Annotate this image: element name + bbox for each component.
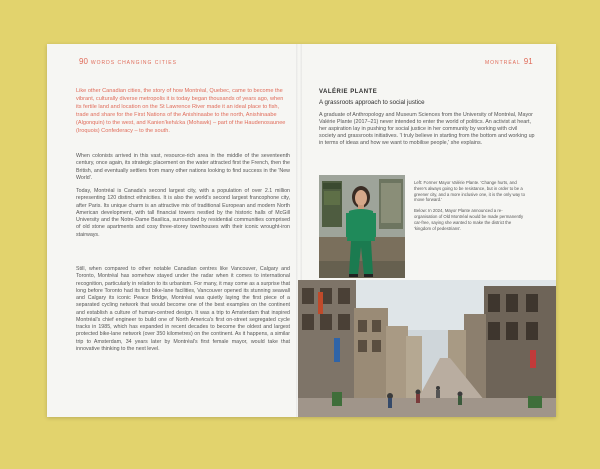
left-running-head: WORDS CHANGING CITIES — [90, 60, 177, 66]
book-spread — [47, 44, 556, 417]
feature-body: A graduate of Anthropology and Museum Sciences from the University of Montréal, Mayor Valérie Plante (2017–21) never intended to enter the world of politics. An activist at heart, her aspiration lay in pushing for social justice in her community by working with civil society and grassroots initiatives. 'I truly believe in starting from the bottom and working up in terms of ideas and how we want to mobilise people,' she explains. — [319, 112, 535, 147]
body-paragraph-3: Still, when compared to other notable Canadian centres like Vancouver, Calgary and Toronto, Montréal has somehow stayed under the radar when it comes to international recognition, particularly in relation to its urbanism. For many, it may come as a surprise that long before Toronto had its first bike-lane facilities, Vancouver opened its stunning seawall and Calgary its iconic Peace Bridge, Montréal was quietly laying the first piece of a separated cycling network that would become one of the best examples on the continent and establish a culture of human-centred design. It was a trip to Amsterdam that inspired Montréal's chief engineer to build one of North America's first on-street segregated cycle tracks in 1985, which has expanded in recent decades to become the oldest and largest protected bike-lane network (over 350 kilometres) on the continent. As it happens, a similar trip to Amsterdam, 34 years later by Montréal's first female mayor, would take that innovative thinking to the next level. — [76, 266, 290, 352]
body-paragraph-1: When colonists arrived in this vast, resource-rich area in the middle of the seventeenth century, once again, its strategic placement on the water attracted first the French, then the British, and eventually settlers from many other nations looking to find success in the 'New World'. — [76, 153, 290, 181]
lead-paragraph: Like other Canadian cities, the story of how Montréal, Quebec, came to become the vibrant, culturally diverse metropolis it is today began thousands of years ago, when its fertile land and location on the St Lawrence River made it an ideal place to fish, trade and share for the First Nations of the Anishinaabe to the north, Anishinaabe (Algonquin) to the west, and Kanien'kehá:ka (Mohawk) – part of the Haudenosaunee (Iroquois) Confederacy – to the south. — [76, 88, 286, 135]
street-photo — [298, 280, 556, 417]
body-paragraph-2: Today, Montréal is Canada's second largest city, with a population of over 2.1 million representing 120 distinct ethnicities. It is also the world's second largest francophone city, after Paris. Its unique charm is an attractive mix of traditional European and modern North American development, with tall financial towers nestled by the historic halls of McGill University and the Notre-Dame Basilica, surrounded by residential communities comprised of old stone apartments and cosy three-storey townhouses with their iconic wrought-iron stairways. — [76, 188, 290, 238]
right-page-number: 91 — [523, 57, 533, 66]
left-page-number: 90 — [79, 57, 88, 66]
feature-subtitle: A grassroots approach to social justice — [319, 99, 425, 106]
right-running-head: MONTRÉAL — [485, 60, 521, 66]
left-folio — [76, 57, 177, 66]
caption-below-photo: Below: In 2024, Mayor Plante announced a re-organisation of Old Montréal would be made permanently car-free, saying she wanted to make the district the 'kingdom of pedestrians'. — [414, 208, 524, 231]
right-folio — [485, 57, 536, 66]
caption-left-photo: Left: Former Mayor Valérie Plante. 'Change hurts, and there's always going to be resistance, but in order to be a greener city, and a more inclusive one, it is the only way to move forward.' — [414, 180, 525, 203]
caption-block — [414, 180, 526, 236]
feature-name: VALÉRIE PLANTE — [319, 89, 378, 95]
portrait-photo — [319, 175, 405, 278]
